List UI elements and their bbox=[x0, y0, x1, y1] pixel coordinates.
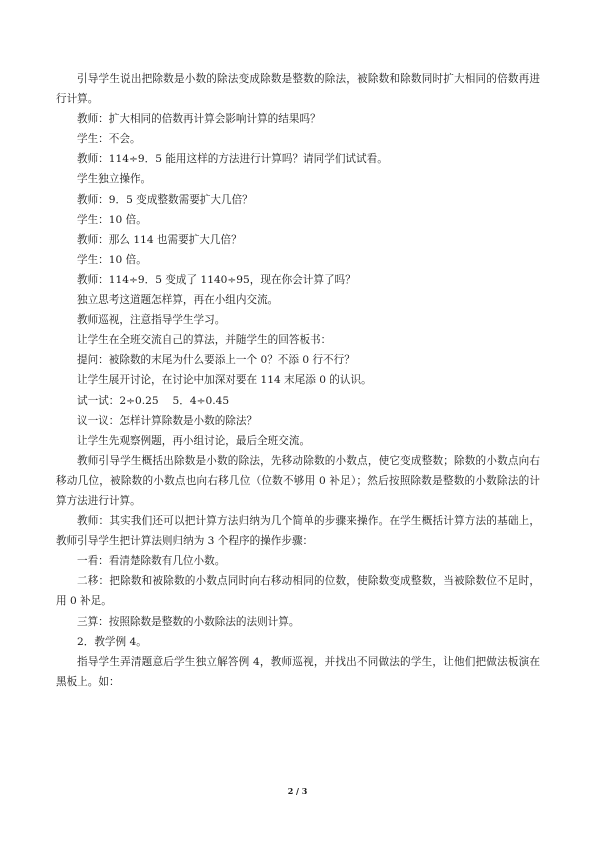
paragraph: 教师：扩大相同的倍数再计算会影响计算的结果吗？ bbox=[77, 113, 321, 126]
paragraph: 三算：按照除数是整数的小数除法的法则计算。 bbox=[77, 615, 300, 628]
paragraph: 二移：把除数和被除数的小数点同时向右移动相同的位数，使除数变成整数，当被除数位不足时，用 0 补足。 bbox=[56, 575, 540, 608]
paragraph: 教师：114÷9．5 变成了 1140÷95，现在你会计算了吗？ bbox=[77, 273, 356, 286]
paragraph: 2．教学例 4。 bbox=[77, 635, 147, 648]
paragraph: 指导学生弄清题意后学生独立解答例 4，教师巡视，并找出不同做法的学生，让他们把做法板演在黑板上。如： bbox=[56, 655, 540, 688]
paragraph: 让学生展开讨论，在讨论中加深对要在 114 末尾添 0 的认识。 bbox=[77, 374, 372, 387]
paragraph: 学生：10 倍。 bbox=[77, 213, 147, 226]
page-number: 2 / 3 bbox=[287, 786, 308, 796]
paragraph: 提问：被除数的末尾为什么要添上一个 0？不添 0 行不行？ bbox=[77, 354, 355, 367]
paragraph: 教师巡视，注意指导学生学习。 bbox=[77, 314, 226, 327]
paragraph: 教师：9．5 变成整数需要扩大几倍？ bbox=[77, 193, 253, 206]
paragraph: 让学生先观察例题，再小组讨论，最后全班交流。 bbox=[77, 434, 311, 447]
paragraph: 议一议：怎样计算除数是小数的除法？ bbox=[77, 414, 258, 427]
paragraph: 引导学生说出把除数是小数的除法变成除数是整数的除法，被除数和除数同时扩大相同的倍数再进行计算。 bbox=[56, 73, 540, 106]
paragraph: 试一试：2÷0.25 5．4÷0.45 bbox=[77, 394, 230, 407]
paragraph: 学生独立操作。 bbox=[77, 173, 152, 186]
paragraph: 让学生在全班交流自己的算法，并随学生的回答板书： bbox=[77, 334, 332, 347]
paragraph: 学生：10 倍。 bbox=[77, 253, 147, 266]
paragraph: 独立思考这道题怎样算，再在小组内交流。 bbox=[77, 294, 279, 307]
paragraph: 教师：其实我们还可以把计算方法归纳为几个简单的步骤来操作。在学生概括计算方法的基础上，教师引导学生把计算法则归纳为 3 个程序的操作步骤： bbox=[56, 515, 540, 548]
paragraph: 教师引导学生概括出除数是小数的除法，先移动除数的小数点，使它变成整数；除数的小数点向右移动几位，被除数的小数点也向右移几位（位数不够用 0 补足）；然后按照除数是整数的小数除法的计算方法进行计算。 bbox=[56, 454, 540, 507]
paragraph: 教师：那么 114 也需要扩大几倍？ bbox=[77, 233, 242, 246]
paragraph: 学生：不会。 bbox=[77, 133, 141, 146]
paragraph: 教师：114÷9．5 能用这样的方法进行计算吗？请同学们试试看。 bbox=[77, 153, 388, 166]
paragraph: 一看：看清楚除数有几位小数。 bbox=[77, 555, 226, 568]
document-body bbox=[56, 69, 540, 692]
